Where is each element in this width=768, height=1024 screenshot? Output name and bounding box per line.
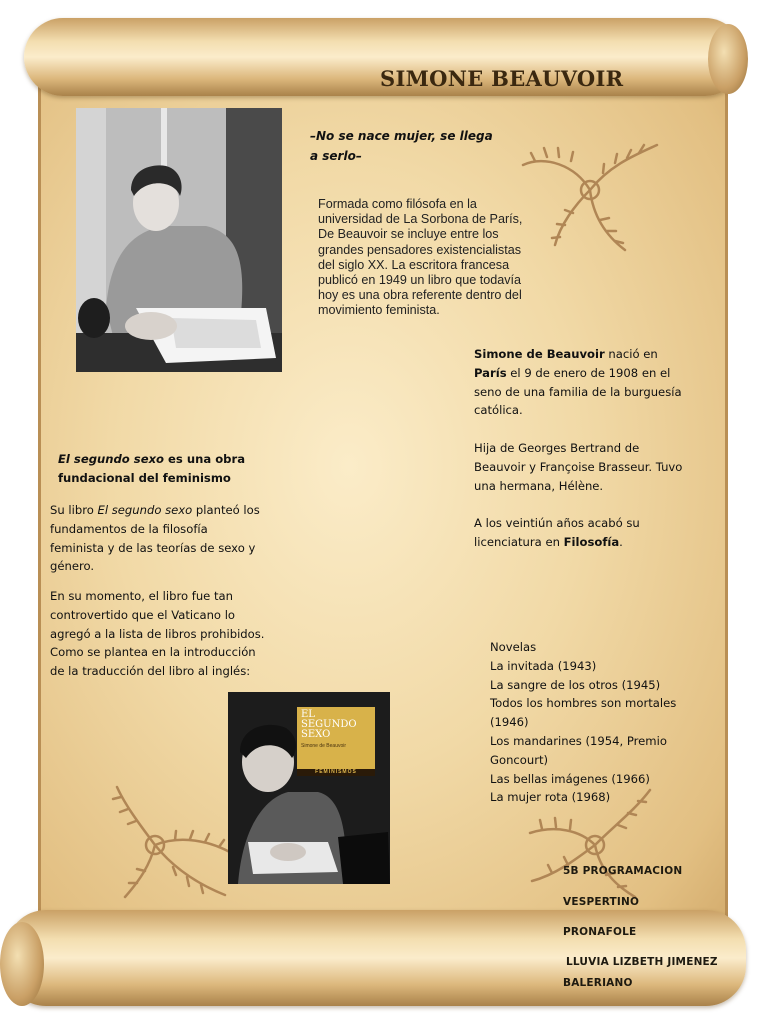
novel-item: Todos los hombres son mortales <box>490 696 677 711</box>
headline-book-title: El segundo sexo <box>58 452 165 466</box>
book-headline <box>58 450 258 488</box>
cover-collection: FEMINISMOS <box>297 769 375 776</box>
birth-verb: nació en <box>604 347 658 361</box>
credit-author-name: LLUVIA LIZBETH JIMENEZ <box>566 956 718 968</box>
parents-paragraph: Hija de Georges Bertrand de Beauvoir y Françoise Brasseur. Tuvo una hermana, Hélène. <box>474 441 683 493</box>
desc-book-title: El segundo sexo <box>97 503 193 517</box>
novel-item: Los mandarines (1954, Premio <box>490 733 667 748</box>
credit-shift: VESPERTINO <box>563 896 640 908</box>
beauvoir-portrait-photo <box>76 108 282 372</box>
novel-item: La invitada (1943) <box>490 658 597 673</box>
scroll-top-roll-end <box>708 24 748 94</box>
cover-title-line-1: EL <box>301 709 315 720</box>
novels-heading: Novelas <box>490 640 537 654</box>
novel-item: La mujer rota (1968) <box>490 790 611 805</box>
book-cover-image <box>228 692 390 884</box>
cover-author: Simone de Beauvoir <box>301 743 347 749</box>
desc-start: Su libro <box>50 503 98 517</box>
cover-title-line-3: SEXO <box>301 729 331 740</box>
degree-field: Filosofía <box>563 534 620 549</box>
degree-end: . <box>619 534 623 549</box>
novel-item: (1946) <box>490 715 529 730</box>
page-title: SIMONE BEAUVOIR <box>380 66 624 91</box>
credit-author-surname: BALERIANO <box>563 977 633 989</box>
novels-list <box>490 638 700 807</box>
scroll-bottom-roll-end <box>0 922 44 1006</box>
birth-paragraph <box>474 345 689 420</box>
controversy-paragraph: En su momento, el libro fue tan controvertido que el Vaticano lo agregó a la lista de libros prohibidos. Como se plantea en la introducción de la traducción del libro al inglés: <box>50 589 265 679</box>
novel-item: Goncourt) <box>490 752 549 767</box>
credit-group: 5B PROGRAMACION <box>563 865 683 877</box>
novel-item: La sangre de los otros (1945) <box>490 677 661 692</box>
cover-title-line-2: SEGUNDO <box>301 719 357 730</box>
book-description <box>50 501 265 576</box>
desc-rest: planteó los fundamentos de la filosofía feminista y de las teorías de sexo y género. <box>50 503 260 574</box>
portrait-illustration <box>76 108 282 372</box>
novel-item: Las bellas imágenes (1966) <box>490 771 650 786</box>
floral-ornament-top-right <box>515 125 665 255</box>
credit-program: PRONAFOLE <box>563 926 637 938</box>
book-cover-label <box>297 707 375 769</box>
birth-city: París <box>474 365 507 380</box>
headline-rest: es una obra fundacional del feminismo <box>58 452 246 485</box>
birth-name: Simone de Beauvoir <box>474 347 605 361</box>
degree-text: A los veintiún años acabó su licenciatura en <box>474 516 640 549</box>
degree-paragraph <box>474 514 689 552</box>
floral-ornament-bottom-left <box>95 785 245 905</box>
famous-quote: –No se nace mujer, se llega a serlo– <box>310 129 493 163</box>
birth-details: el 9 de enero de 1908 en el seno de una familia de la burguesía católica. <box>474 365 682 418</box>
bio-paragraph: Formada como filósofa en la universidad de La Sorbona de París, De Beauvoir se incluye entre los grandes pensadores existencialistas del siglo XX. La escritora francesa publicó en 1949 un libro que todavía hoy es una obra referente dentro del movimiento feminista. <box>318 197 523 318</box>
